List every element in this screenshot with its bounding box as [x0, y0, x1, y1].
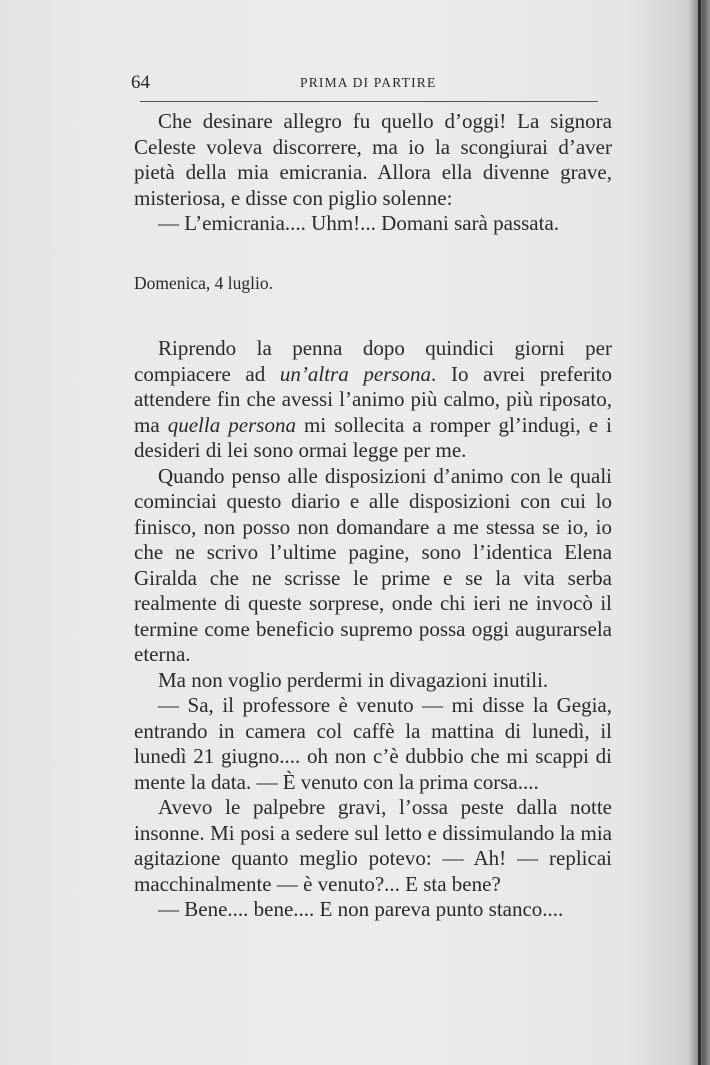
paragraph-5: Ma non voglio perdermi in divagazioni inutili.: [158, 667, 549, 692]
paragraph-1: Che desinare allegro fu quello d’oggi! La signora Celeste voleva discorrere, ma io la scongiurai d’aver pietà della mia emicrania. Allora ella divenne grave, misteriosa, e disse con piglio solenne:: [134, 109, 612, 210]
header-rule: [140, 101, 598, 102]
paragraph-3-italic-1: un’altra persona: [279, 361, 432, 386]
body-text: [134, 109, 612, 923]
dateline: Domenica, 4 luglio.: [134, 272, 274, 293]
running-title: PRIMA DI PARTIRE: [300, 75, 437, 90]
paragraph-6: — Sa, il professore è venuto — mi disse la Gegia, entrando in camera col caffè la mattina di lunedì, il lunedì 21 giugno.... oh non c’è dubbio che mi scappi di mente la data. — È venuto con la prima corsa....: [134, 693, 612, 794]
book-binding-edge: [688, 0, 710, 1065]
paragraph-4: Quando penso alle disposizioni d’animo con le quali cominciai questo diario e alle disposizioni con cui lo finisco, non posso non domandare a me stessa se io, io che ne scrivo l’ultime pagine, sono l’identica Elena Giralda che ne scrisse le prime e se la vita serba realmente di queste sorprese, onde chi ieri ne invocò il termine come beneficio supremo possa oggi augurarsela eterna.: [134, 463, 612, 666]
paragraph-8: — Bene.... bene.... E non pareva punto stanco....: [158, 897, 564, 921]
paragraph-3-italic-2: quella persona: [167, 412, 296, 437]
paragraph-3: [134, 336, 612, 464]
paragraph-7: Avevo le palpebre gravi, l’ossa peste dalla notte insonne. Mi posi a sedere sul letto e dissimulando la mia agitazione quanto meglio potevo: — Ah! — replicai macchinalmente — è venuto?... E sta bene?: [134, 795, 612, 896]
paragraph-2: — L’emicrania.... Uhm!... Domani sarà passata.: [158, 211, 560, 235]
page-number: 64: [131, 72, 150, 93]
paragraph-3-part-c: . Io avrei preferito attendere fin che avessi l’animo più calmo, più riposato, ma: [134, 361, 612, 437]
paragraph-3-part-a: Riprendo la penna dopo quindici giorni per compiacere ad: [134, 336, 612, 386]
paragraph-3-part-e: mi sollecita a romper gl’indugi, e i desideri di lei sono ormai legge per me.: [134, 412, 612, 462]
